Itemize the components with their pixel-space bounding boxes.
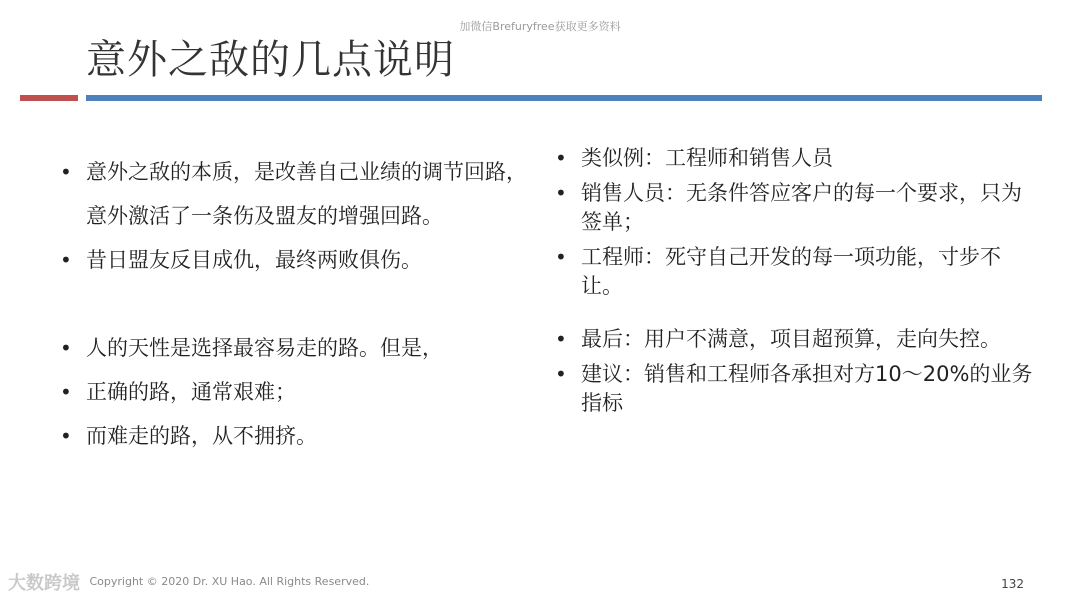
left-bullet-list [60, 150, 530, 458]
list-item-text: 正确的路，通常艰难； [86, 380, 296, 404]
bullet-icon: • [60, 380, 72, 404]
list-item-text: 销售人员：无条件答应客户的每一个要求，只为签单； [581, 181, 1022, 234]
right-bullet-list [555, 144, 1035, 424]
list-item [555, 325, 1035, 354]
slide-title: 意外之敌的几点说明 [86, 37, 455, 83]
title-divider-red [20, 95, 78, 101]
copyright-text: Copyright © 2020 Dr. XU Hao. All Rights Reserved. [89, 575, 370, 588]
bullet-icon: • [555, 362, 567, 386]
list-item [60, 150, 530, 238]
list-item [555, 179, 1035, 237]
watermark-text: 加微信Brefuryfree获取更多资料 [459, 20, 621, 33]
bullet-icon: • [60, 160, 72, 184]
list-item-text: 人的天性是选择最容易走的路。但是， [86, 336, 443, 360]
bullet-icon: • [555, 181, 567, 205]
bullet-icon: • [555, 245, 567, 269]
title-divider-blue [86, 95, 1042, 101]
list-item [60, 326, 530, 370]
list-item [60, 370, 530, 414]
list-item [555, 243, 1035, 301]
list-item-text: 类似例：工程师和销售人员 [581, 146, 833, 170]
list-item-text: 昔日盟友反目成仇，最终两败俱伤。 [86, 248, 422, 272]
list-item-text: 工程师：死守自己开发的每一项功能，寸步不让。 [581, 245, 1001, 298]
bullet-icon: • [60, 336, 72, 360]
bullet-icon: • [60, 248, 72, 272]
list-item-text: 最后：用户不满意，项目超预算，走向失控。 [581, 327, 1001, 351]
page-number: 132 [1001, 577, 1024, 591]
list-item-text: 意外之敌的本质，是改善自己业绩的调节回路，意外激活了一条伤及盟友的增强回路。 [86, 160, 527, 228]
list-item [555, 144, 1035, 173]
footer [8, 569, 369, 595]
bullet-icon: • [555, 327, 567, 351]
brand-logo: 大数跨境 [8, 573, 80, 594]
list-item [60, 414, 530, 458]
list-item [555, 360, 1035, 418]
bullet-icon: • [60, 424, 72, 448]
list-item-text: 建议：销售和工程师各承担对方10～20%的业务指标 [581, 362, 1033, 415]
list-item-text: 而难走的路，从不拥挤。 [86, 424, 317, 448]
list-item [60, 238, 530, 282]
bullet-icon: • [555, 146, 567, 170]
